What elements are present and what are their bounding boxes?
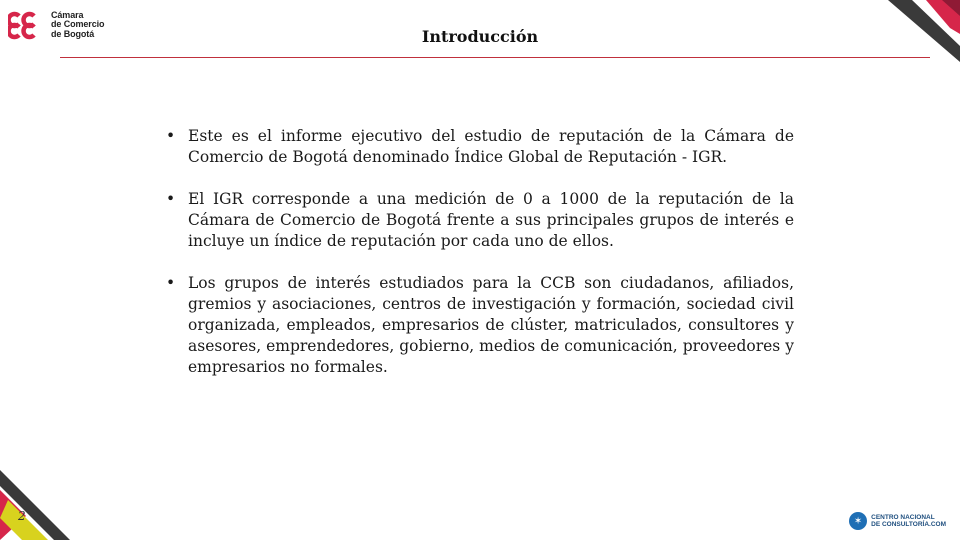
bullet-item [166, 273, 794, 378]
page-title: Introducción [421, 27, 539, 46]
cnc-badge-icon: ✶ [849, 512, 867, 530]
bullet-item [166, 126, 794, 168]
bullet-text: El IGR corresponde a una medición de 0 a 1000 de la reputación de la Cámara de Comercio de Bogotá frente a sus principales grupos de interés e incluye un índice de reputación por cada uno de ellos. [188, 190, 794, 250]
cnc-line-2: DE CONSULTORÍA.COM [871, 521, 946, 528]
logo-line-3: de Bogotá [51, 28, 95, 39]
page-number: 2 [18, 509, 26, 523]
logo-line-2: de Comercio [51, 19, 105, 30]
corner-decoration-bottom-left [0, 460, 80, 540]
cnc-line-1: CENTRO NACIONAL [871, 514, 935, 521]
title-divider [60, 57, 930, 58]
cnc-logo [849, 512, 946, 530]
bullet-list [166, 126, 794, 399]
bullet-dot: • [166, 274, 176, 292]
logo-line-1: Cámara [51, 9, 84, 20]
bullet-dot: • [166, 190, 176, 208]
bullet-text: Este es el informe ejecutivo del estudio de reputación de la Cámara de Comercio de Bogotá denominado Índice Global de Reputación - IGR. [188, 127, 794, 166]
bullet-text: Los grupos de interés estudiados para la CCB son ciudadanos, afiliados, gremios y asociaciones, centros de investigación y formación, sociedad civil organizada, empleados, empresarios de clúster, matriculados, consultores y asesores, emprendedores, gobierno, medios de comunicación, proveedores y empresarios no formales. [188, 274, 794, 376]
bullet-item [166, 189, 794, 252]
cnc-logo-text [871, 514, 946, 528]
bullet-dot: • [166, 127, 176, 145]
